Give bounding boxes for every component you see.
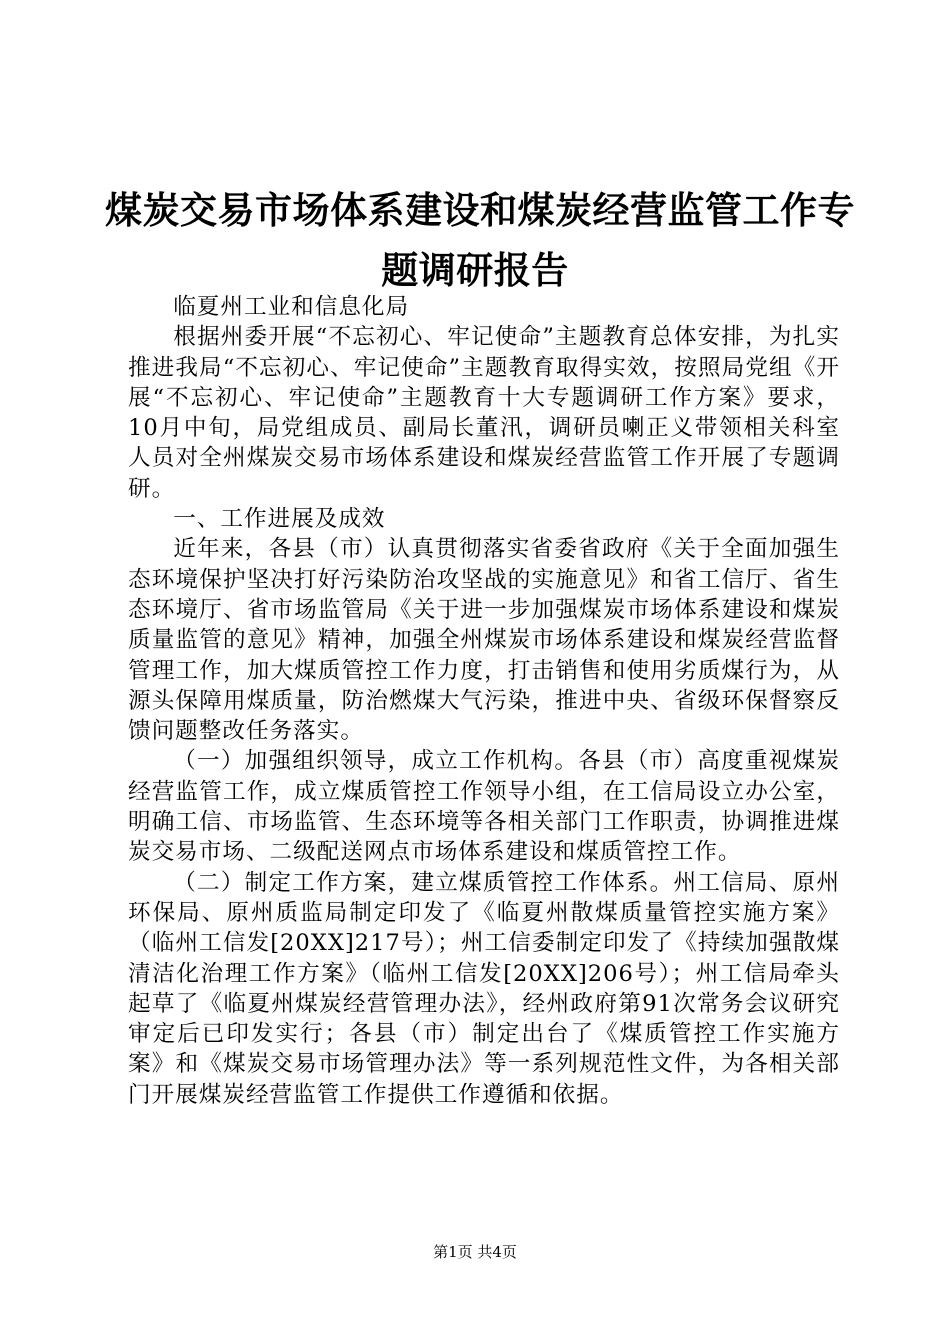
paragraph-intro: 根据州委开展“不忘初心、牢记使命”主题教育总体安排，为扎实推进我局“不忘初心、牢记使命”主题教育取得实效，按照局党组《开展“不忘初心、牢记使命”主题教育十大专题调研工作方案》要求，10月中旬，局党组成员、副局长董汛，调研员喇正义带领相关科室人员对全州煤炭交易市场体系建设和煤炭经营监管工作开展了专题调研。 [128, 324, 840, 502]
document-title-line-2: 题调研报告 [381, 248, 569, 292]
document-title-line-1: 煤炭交易市场体系建设和煤炭经营监管工作专 [105, 188, 855, 232]
document-body [128, 292, 840, 1110]
page-number-footer: 第1页 共4页 [433, 1243, 517, 1261]
author-line: 临夏州工业和信息化局 [173, 294, 410, 320]
paragraph-overview: 近年来，各县（市）认真贯彻落实省委省政府《关于全面加强生态环境保护坚决打好污染防治攻坚战的实施意见》和省工信厅、省生态环境厅、省市场监管局《关于进一步加强煤炭市场体系建设和煤炭质量监管的意见》精神，加强全州煤炭市场体系建设和煤炭经营监督管理工作，加大煤质管控工作力度，打击销售和使用劣质煤行为，从源头保障用煤质量，防治燃煤大气污染，推进中央、省级环保督察反馈问题整改任务落实。 [128, 536, 840, 745]
paragraph-item-2: （二）制定工作方案，建立煤质管控工作体系。州工信局、原州环保局、原州质监局制定印发了《临夏州散煤质量管控实施方案》（临州工信发[20XX]217号）；州工信委制定印发了《持续加强散煤清洁化治理工作方案》（临州工信发[20XX]206号）；州工信局牵头起草了《临夏州煤炭经营管理办法》，经州政府第91次常务会议研究审定后已印发实行；各县（市）制定出台了《煤质管控工作实施方案》和《煤炭交易市场管理办法》等一系列规范性文件，为各相关部门开展煤炭经营监管工作提供工作遵循和依据。 [128, 869, 840, 1108]
paragraph-item-1: （一）加强组织领导，成立工作机构。各县（市）高度重视煤炭经营监管工作，成立煤质管控工作领导小组，在工信局设立办公室，明确工信、市场监管、生态环境等各相关部门工作职责，协调推进煤炭交易市场、二级配送网点市场体系建设和煤质管控工作。 [128, 748, 840, 866]
section-heading-progress: 一、工作进展及成效 [173, 506, 386, 533]
